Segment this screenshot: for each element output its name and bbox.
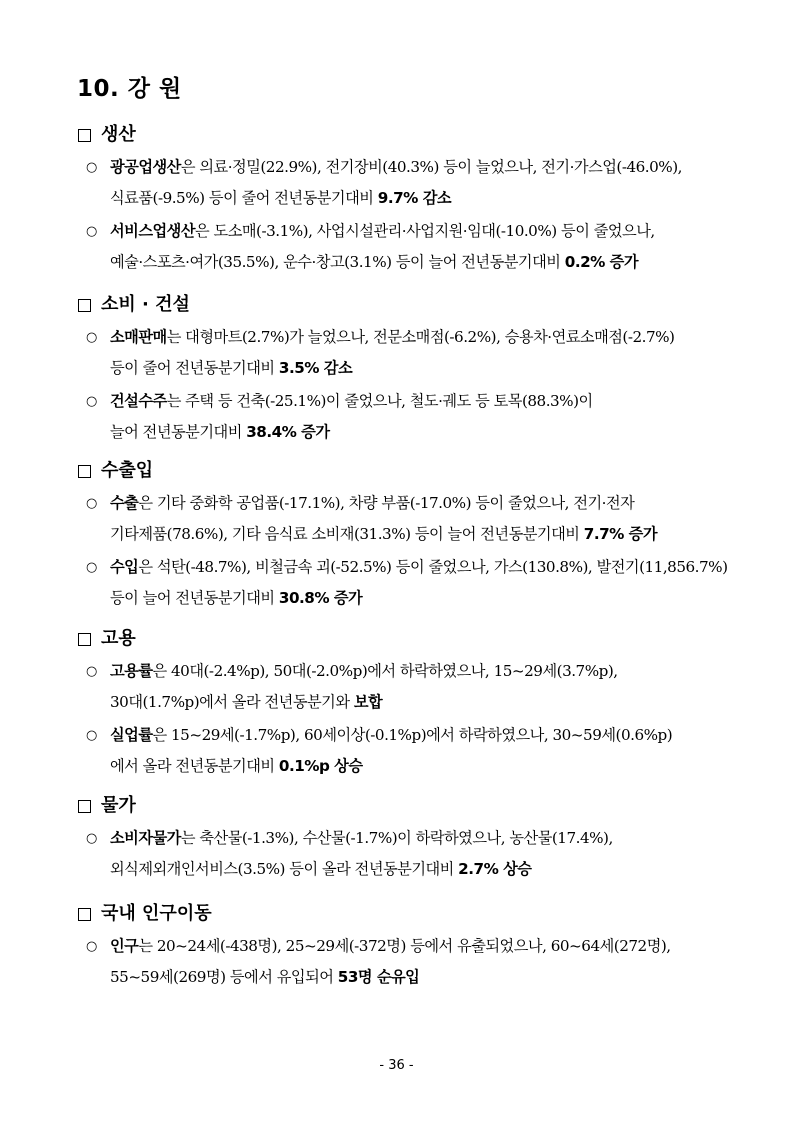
bullet-item bbox=[76, 322, 736, 384]
section bbox=[76, 899, 736, 993]
bullet-text-continued: 식료품(-9.5%) 등이 줄어 전년동분기대비 bbox=[110, 189, 378, 207]
circle-bullet-icon: ○ bbox=[86, 664, 97, 679]
checkbox-square-icon bbox=[78, 129, 91, 142]
circle-bullet-icon: ○ bbox=[86, 496, 97, 511]
bullet-keyword: 서비스업생산 bbox=[110, 222, 196, 240]
bullet-line-2 bbox=[110, 962, 736, 993]
section-heading bbox=[76, 624, 736, 654]
section bbox=[76, 290, 736, 448]
checkbox-square-icon bbox=[78, 633, 91, 646]
circle-bullet-icon: ○ bbox=[86, 224, 97, 239]
bullet-text: 은 15~29세(-1.7%p), 60세이상(-0.1%p)에서 하락하였으나, 30~59세(0.6%p) bbox=[152, 726, 673, 744]
bullet-highlight: 53명 순유입 bbox=[337, 968, 420, 986]
bullet-item bbox=[76, 931, 736, 993]
bullet-text: 은 기타 중화학 공업품(-17.1%), 차량 부품(-17.0%) 등이 줄었으나, 전기·전자 bbox=[138, 494, 635, 512]
bullet-line-1 bbox=[110, 720, 736, 751]
bullet-item bbox=[76, 488, 736, 550]
bullet-line-1 bbox=[110, 552, 736, 583]
bullet-text: 는 20~24세(-438명), 25~29세(-372명) 등에서 유출되었으나, 60~64세(272명), bbox=[138, 937, 671, 955]
section-heading-text: 생산 bbox=[101, 124, 136, 145]
bullet-line-1 bbox=[110, 386, 736, 417]
bullet-text: 는 대형마트(2.7%)가 늘었으나, 전문소매점(-6.2%), 승용차·연료소매점(-2.7%) bbox=[166, 328, 675, 346]
section bbox=[76, 120, 736, 278]
page-title: 10. 강 원 bbox=[77, 76, 182, 102]
bullet-line-1 bbox=[110, 488, 736, 519]
bullet-text-continued: 기타제품(78.6%), 기타 음식료 소비재(31.3%) 등이 늘어 전년동분기대비 bbox=[110, 525, 584, 543]
section-heading-text: 물가 bbox=[101, 795, 136, 816]
bullet-text: 은 도소매(-3.1%), 사업시설관리·사업지원·임대(-10.0%) 등이 줄었으나, bbox=[195, 222, 655, 240]
bullet-highlight: 보합 bbox=[353, 693, 383, 711]
bullet-highlight: 3.5% 감소 bbox=[278, 359, 353, 377]
bullet-line-1 bbox=[110, 322, 736, 353]
bullet-line-2 bbox=[110, 417, 736, 448]
bullet-text: 은 40대(-2.4%p), 50대(-2.0%p)에서 하락하였으나, 15~29세(3.7%p), bbox=[152, 662, 618, 680]
bullet-highlight: 0.1%p 상승 bbox=[278, 757, 363, 775]
bullet-keyword: 소매판매 bbox=[110, 328, 167, 346]
bullet-highlight: 9.7% 감소 bbox=[377, 189, 452, 207]
bullet-keyword: 고용률 bbox=[110, 662, 153, 680]
bullet-text: 는 축산물(-1.3%), 수산물(-1.7%)이 하락하였으나, 농산물(17.4%), bbox=[180, 829, 613, 847]
bullet-line-2 bbox=[110, 247, 736, 278]
checkbox-square-icon bbox=[78, 299, 91, 312]
checkbox-square-icon bbox=[78, 465, 91, 478]
section-heading-text: 수출입 bbox=[101, 460, 154, 481]
bullet-line-2 bbox=[110, 687, 736, 718]
bullet-text-continued: 30대(1.7%p)에서 올라 전년동분기와 bbox=[110, 693, 354, 711]
section bbox=[76, 624, 736, 782]
bullet-text: 는 주택 등 건축(-25.1%)이 줄었으나, 철도·궤도 등 토목(88.3%)이 bbox=[166, 392, 593, 410]
bullet-text: 은 의료·정밀(22.9%), 전기장비(40.3%) 등이 늘었으나, 전기·가스업(-46.0%), bbox=[180, 158, 682, 176]
bullet-text-continued: 55~59세(269명) 등에서 유입되어 bbox=[110, 968, 338, 986]
bullet-highlight: 7.7% 증가 bbox=[583, 525, 658, 543]
bullet-highlight: 38.4% 증가 bbox=[246, 423, 330, 441]
bullet-item bbox=[76, 656, 736, 718]
bullet-text-continued: 늘어 전년동분기대비 bbox=[110, 423, 247, 441]
bullet-keyword: 건설수주 bbox=[110, 392, 167, 410]
bullet-text: 은 석탄(-48.7%), 비철금속 괴(-52.5%) 등이 줄었으나, 가스(130.8%), 발전기(11,856.7%) bbox=[138, 558, 728, 576]
bullet-line-1 bbox=[110, 152, 736, 183]
bullet-item bbox=[76, 720, 736, 782]
bullet-line-1 bbox=[110, 656, 736, 687]
section-heading-text: 소비 · 건설 bbox=[101, 294, 190, 315]
bullet-keyword: 인구 bbox=[110, 937, 139, 955]
circle-bullet-icon: ○ bbox=[86, 560, 97, 575]
section-heading bbox=[76, 456, 736, 486]
bullet-text-continued: 등이 늘어 전년동분기대비 bbox=[110, 589, 279, 607]
bullet-text-continued: 등이 줄어 전년동분기대비 bbox=[110, 359, 279, 377]
bullet-item bbox=[76, 386, 736, 448]
bullet-line-2 bbox=[110, 583, 736, 614]
circle-bullet-icon: ○ bbox=[86, 831, 97, 846]
bullet-keyword: 실업률 bbox=[110, 726, 153, 744]
bullet-item bbox=[76, 216, 736, 278]
page-number: - 36 - bbox=[379, 1058, 414, 1073]
bullet-item bbox=[76, 552, 736, 614]
bullet-text-continued: 외식제외개인서비스(3.5%) 등이 올라 전년동분기대비 bbox=[110, 860, 459, 878]
circle-bullet-icon: ○ bbox=[86, 160, 97, 175]
section-heading bbox=[76, 791, 736, 821]
bullet-text-continued: 예술·스포츠·여가(35.5%), 운수·창고(3.1%) 등이 늘어 전년동분기대비 bbox=[110, 253, 565, 271]
bullet-line-2 bbox=[110, 854, 736, 885]
bullet-keyword: 광공업생산 bbox=[110, 158, 181, 176]
circle-bullet-icon: ○ bbox=[86, 394, 97, 409]
bullet-line-2 bbox=[110, 183, 736, 214]
bullet-line-1 bbox=[110, 931, 736, 962]
bullet-line-2 bbox=[110, 751, 736, 782]
bullet-keyword: 수출 bbox=[110, 494, 139, 512]
bullet-item bbox=[76, 152, 736, 214]
section-heading bbox=[76, 120, 736, 150]
bullet-line-1 bbox=[110, 823, 736, 854]
bullet-line-1 bbox=[110, 216, 736, 247]
section-heading-text: 국내 인구이동 bbox=[101, 903, 212, 924]
circle-bullet-icon: ○ bbox=[86, 728, 97, 743]
circle-bullet-icon: ○ bbox=[86, 939, 97, 954]
bullet-highlight: 30.8% 증가 bbox=[278, 589, 363, 607]
bullet-keyword: 수입 bbox=[110, 558, 139, 576]
bullet-line-2 bbox=[110, 353, 736, 384]
checkbox-square-icon bbox=[78, 800, 91, 813]
section bbox=[76, 456, 736, 614]
bullet-highlight: 2.7% 상승 bbox=[458, 860, 532, 878]
bullet-keyword: 소비자물가 bbox=[110, 829, 181, 847]
section-heading-text: 고용 bbox=[101, 628, 136, 649]
section-heading bbox=[76, 899, 736, 929]
section-heading bbox=[76, 290, 736, 320]
bullet-highlight: 0.2% 증가 bbox=[564, 253, 639, 271]
bullet-text-continued: 에서 올라 전년동분기대비 bbox=[110, 757, 279, 775]
bullet-line-2 bbox=[110, 519, 736, 550]
bullet-item bbox=[76, 823, 736, 885]
section bbox=[76, 791, 736, 885]
checkbox-square-icon bbox=[78, 908, 91, 921]
circle-bullet-icon: ○ bbox=[86, 330, 97, 345]
